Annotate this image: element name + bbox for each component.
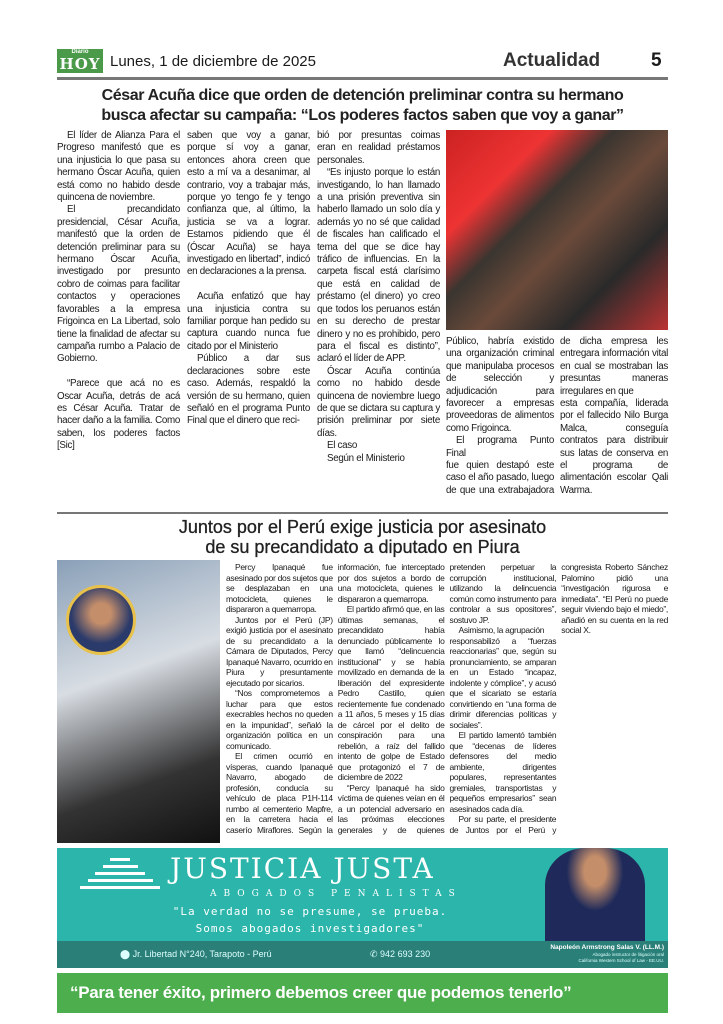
lawyer-photo xyxy=(545,848,645,941)
article2-column-2: El partido afirmó que, en las últimas semanas, el precandidato había denunciado públicamente lo que llamó “delincuencia institucional” y se había movilizado en demanda de la liberación del expresidente Pedro Castillo, quien recientemente fue condenado a 11 años, 5 meses y 15 días de cárcel por el delito de conspiración para una rebelión, a raíz del fallido intento de golpe de Estado que protagonizó el 7 de diciembre de 2022 xyxy=(337,604,445,782)
article1-column-2: saben que voy a ganar, porque sí voy a ganar, entonces ahora creen que esto a mí va a desanimar, al contrario, voy a trabajar más, porque yo tengo fe y tengo confianza que, al último, la justicia se va a lograr. Estamos pidiendo que él (Óscar Acuña) se haya investigado en libertad”, indicó en declaraciones a la prensa. Acuña enfatizó que hay una injusticia contra su familiar porque han pedido su captura cuando nunca fue citado por el Ministerio Público a dar sus declaraciones sobre este caso. Además, respaldó la versión de su hermano, quien señaló en el programa Punto Final que el dinero que reci- xyxy=(187,130,310,427)
quote-banner-text: “Para tener éxito, primero debemos creer que podemos tenerlo” xyxy=(70,983,572,1002)
header-divider xyxy=(57,77,668,80)
article1-column-1: El líder de Alianza Para el Progreso manifestó que es una injusticia lo que pasa su hermano Óscar Acuña, quien está como no habido desde quincena de noviembre. El precandidato presidencial, César Acuña, manifestó que la orden de detención preliminar para su hermano Óscar Acuña, investigado por presunto cobro de coimas para facilitar contactos y operaciones favorables a la empresa Frigoinca en La Libertad, solo tiene la finalidad de afectar su campaña rumbo a Palacio de Gobierno. “Parece que acá no es Oscar Acuña, detrás de acá es César Acuña. Tratar de hacer daño a la familia. Como saben, los poderes factos [Sic] xyxy=(57,130,180,452)
article1-continuation: Público, habría existido una organización criminal que manipulaba procesos de selección y adjudicación para favorecer a empresas proveedoras de alimentos como Frigoinca. El programa Punto Final fue quien destapó este caso el año pasado, luego de que una extrabajadora de dicha empresa les entregara información vital en cual se mostraban las presuntas maneras irregulares en que esta compañía, liderada por el fallecido Nilo Burga Malca, conseguía contratos para distribuir sus latas de conserva en el programa de alimentación escolar Qali Warma. xyxy=(446,336,668,508)
article2-column-3: responsabilizó a “fuerzas reaccionarias” que, según su pronunciamiento, se amparan en un Estado “incapaz, indolente y cómplice”, y acusó que el sicariato se estaría convirtiendo en “una forma de dirimir diferencias políticas y sociales”. xyxy=(449,635,557,730)
ad-subtitle: ABOGADOS PENALISTAS xyxy=(210,889,462,899)
percy-ipanaque-inset-photo xyxy=(66,585,136,655)
issue-date: Lunes, 1 de diciembre de 2025 xyxy=(110,53,316,70)
scales-logo-icon xyxy=(80,858,160,898)
cesar-acuna-photo xyxy=(446,130,668,330)
ad-title: JUSTICIA JUSTA xyxy=(170,852,435,885)
article2-body: Percy Ipanaqué fue asesinado por dos sujetos que se desplazaban en una motocicleta, quienes le dispararon a quemarropa. Juntos por el Perú (JP) exigió justicia por el asesinato de su precandidato a la Cámara de Diputados, Percy Ipanaqué Navarro, ocurrido en Piura y presuntamente ejecutado por sicarios. “Nos comprometemos a luchar para que estos execrables hechos no queden en la impunidad”, señaló la organización política en un comunicado. El crimen ocurrió en vísperas, cuando Ipanaqué Navarro, abogado de profesión, conducía su vehículo de placa P1H-114 rumbo al cementerio Mapfre, en la carretera hacia el caserío Miraflores. Según la información, fue interceptado por dos sujetos a bordo de una motocicleta, quienes le dispararon a quemarropa. El partido afirmó que, en las últimas semanas, el precandidato había denunciado públicamente lo que llamó “delincuencia institucional” y se había movilizado en demanda de la liberación del expresidente Pedro Castillo, quien recientemente fue condenado a 11 años, 5 meses y 15 días de cárcel por el delito de conspiración para una rebelión, a raíz del fallido intento de golpe de Estado que protagonizó el 7 de diciembre de 2022 “Percy Ipanaqué ha sido víctima de quienes veían en él a un potencial adversario en las próximas elecciones generales y de quienes pretenden perpetuar la corrupción institucional, utilizando la delincuencia común como instrumento para controlar a sus opositores”, sostuvo JP. Asimismo, la agrupación responsabilizó a “fuerzas reaccionarias” que, según su pronunciamiento, se amparan en un Estado “incapaz, indolente y cómplice”, y acusó que el sicariato se estaría convirtiendo en “una forma de dirimir diferencias políticas y sociales”. El partido lamentó también que “decenas de líderes defensores del medio ambiente, dirigentes populares, representantes gremiales, transportistas y pequeños empresarios” sean asesinados cada día. Por su parte, el presidente de Juntos por el Perú y congresista Roberto Sánchez Palomino pidió una “investigación rigurosa e inmediata”. “El Perú no puede seguir viviendo bajo el miedo”, añadió en su cuenta en la red social X. xyxy=(226,562,668,835)
article2-headline-line2: de su precandidato a diputado en Piura xyxy=(205,537,520,557)
article-divider xyxy=(57,512,668,514)
ad-lawyer-role: Abogado instructor de litigación oral California Western School of Law - EE.UU. xyxy=(578,952,664,963)
newspaper-logo: Diario HOY xyxy=(57,49,103,73)
page-number: 5 xyxy=(651,50,662,71)
article1-headline-line2: busca afectar su campaña: “Los poderes factos saben que voy a ganar” xyxy=(101,107,624,124)
article2-column-1: Percy Ipanaqué fue asesinado por dos sujetos que se desplazaban en una motocicleta, quienes le dispararon a quemarropa. xyxy=(226,562,333,614)
section-title: Actualidad xyxy=(503,50,601,71)
article1-headline-line1: César Acuña dice que orden de detención preliminar contra su hermano xyxy=(101,87,624,104)
article1-column-4: Público, habría existido una organización criminal que manipulaba procesos de selección y adjudicación para favorecer a empresas proveedoras de alimentos como Frigoinca. xyxy=(446,336,554,434)
article2-headline-line1: Juntos por el Perú exige justicia por asesinato xyxy=(178,517,547,537)
location-pin-icon: ⬤ xyxy=(120,949,133,959)
ad-lawyer-name: Napoleón Armstrong Salas V. (LL.M.) xyxy=(550,944,664,951)
article1-column-6: esta compañía, liderada por el fallecido Nilo Burga Malca, conseguía contratos para distribuir sus latas de conserva en el programa de alimentación escolar Qali Warma. xyxy=(560,398,668,496)
ad-phone: ✆ 942 693 230 xyxy=(370,949,431,959)
article1-column-5: fue quien destapó este caso el año pasado, luego de que una extrabajadora de dicha empresa les entregara información vital en cual se mostraban las presuntas maneras irregulares en que xyxy=(446,336,668,496)
article1-column-3: bió por presuntas coimas eran en realidad préstamos personales. “Es injusto porque lo están investigando, lo han llamado a una prisión preventiva sin haberlo llamado un solo día y además yo no sé que calidad de fiscales han calificado el tema del que se dice hay tráfico de influencias. En la carpeta fiscal está clarísimo que está en calidad de préstamo (el dinero) yo creo que todos los peruanos están en su derecho de prestar dinero y no es prohibido, pero para el fiscal es distinto”, aclaró el líder de APP. Óscar Acuña continúa como no habido desde quincena de noviembre luego de que se dictara su captura y prisión preliminar por siete días. El caso Según el Ministerio xyxy=(317,130,440,464)
ad-address: ⬤ Jr. Libertad N°240, Tarapoto - Perú xyxy=(120,949,272,959)
phone-icon: ✆ xyxy=(370,949,381,959)
ad-slogan: "La verdad no se presume, se prueba. Somos abogados investigadores" xyxy=(172,905,448,935)
